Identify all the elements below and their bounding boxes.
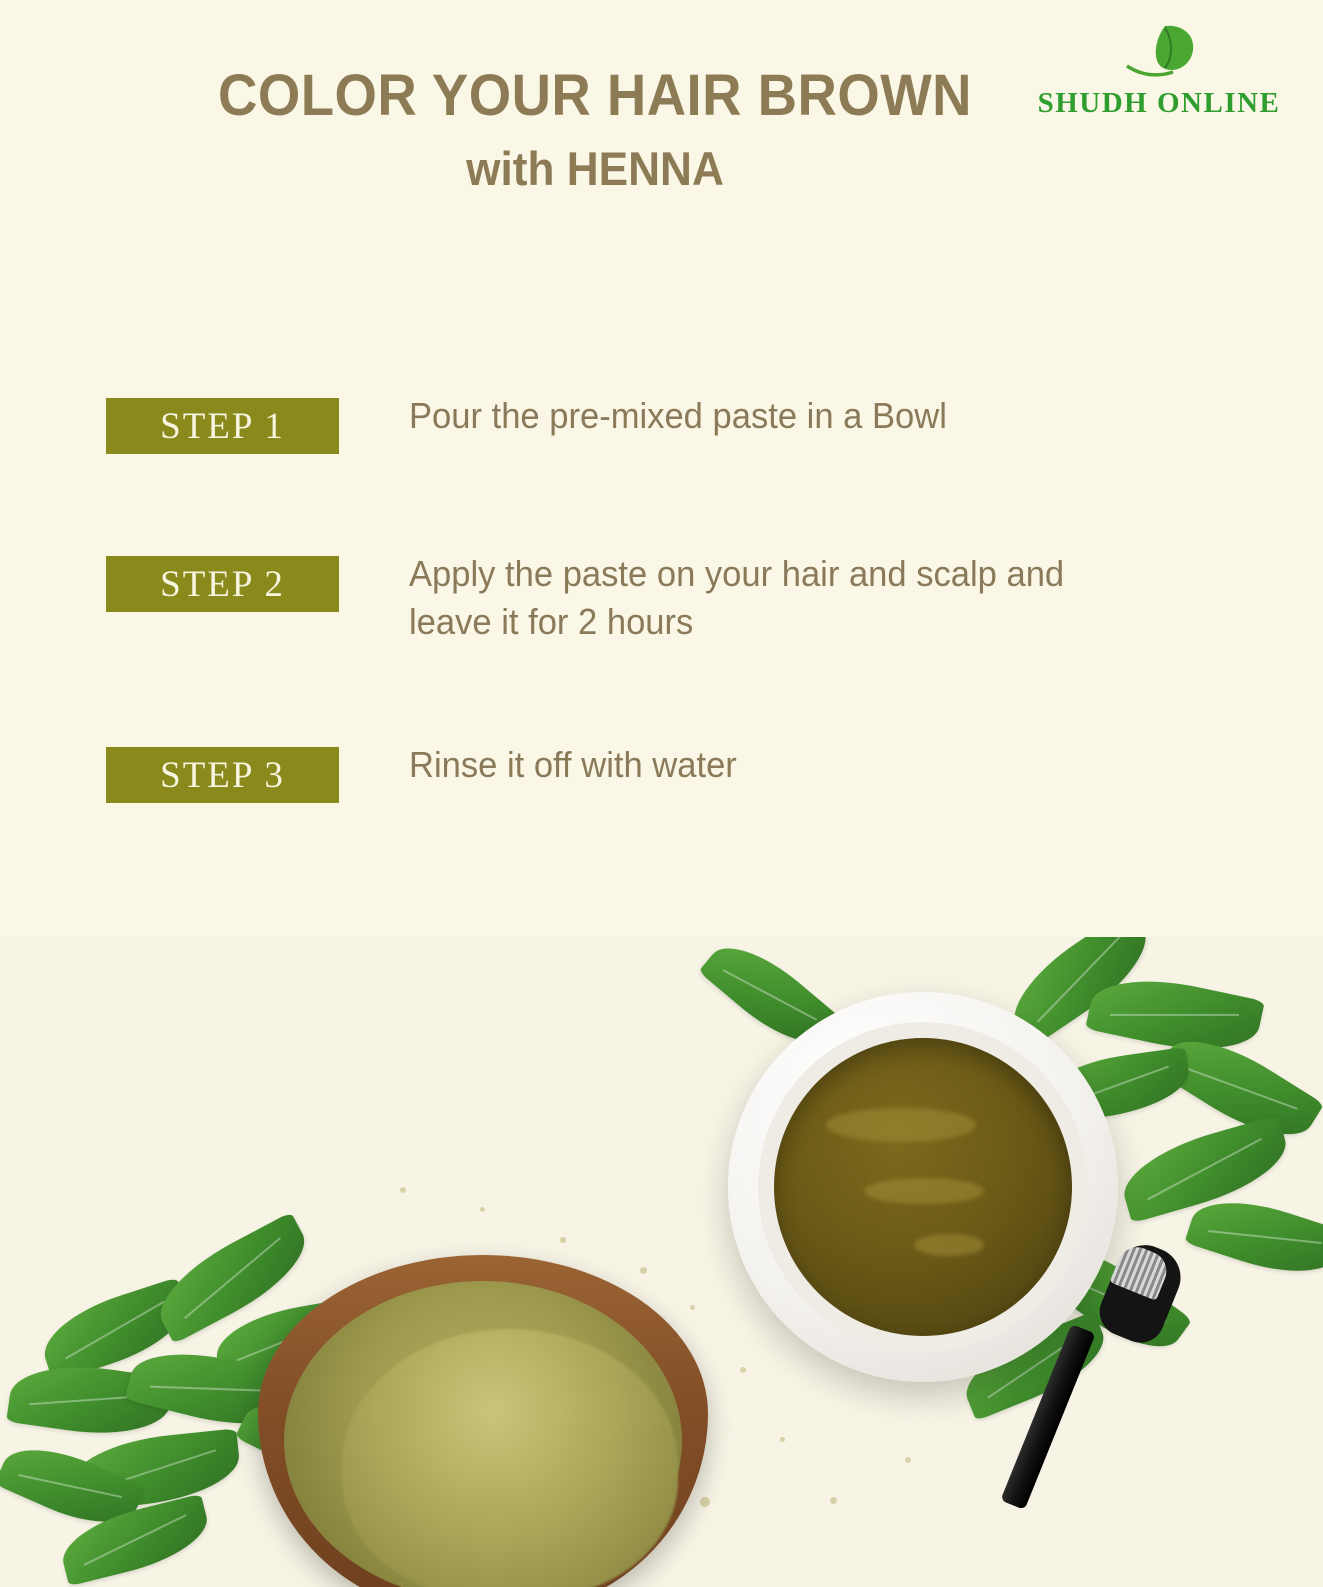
step-badge-1: STEP 1 <box>106 398 339 454</box>
paste-swirl <box>826 1108 976 1142</box>
powder-speck <box>640 1267 647 1274</box>
powder-speck <box>830 1497 837 1504</box>
powder-speck <box>480 1207 485 1212</box>
powder-speck <box>560 1237 566 1243</box>
step-text-1: Pour the pre-mixed paste in a Bowl <box>409 395 947 436</box>
henna-photo <box>0 937 1323 1587</box>
step-item <box>106 395 1226 454</box>
title-line-1: COLOR YOUR HAIR BROWN <box>218 63 972 128</box>
powder-speck <box>400 1187 406 1193</box>
henna-paste <box>774 1038 1072 1336</box>
title-line-2: with HENNA <box>466 141 724 195</box>
wooden-bowl <box>258 1255 708 1587</box>
step-badge-2: STEP 2 <box>106 556 339 612</box>
steps-list <box>106 395 1226 905</box>
step-badge-3: STEP 3 <box>106 747 339 803</box>
powder-speck <box>690 1305 695 1310</box>
paste-swirl <box>914 1234 984 1256</box>
paste-swirl <box>864 1178 984 1204</box>
brand-name: SHUDH ONLINE <box>1037 87 1281 119</box>
step-text-3: Rinse it off with water <box>409 744 737 786</box>
page-title <box>0 63 1190 196</box>
step-item <box>106 553 1226 645</box>
step-text-2: Apply the paste on your hair and scalp and leave it for 2 hours <box>409 553 1065 642</box>
step-item <box>106 744 1226 803</box>
powder-mound <box>342 1329 678 1587</box>
white-bowl <box>728 992 1118 1382</box>
henna-powder <box>284 1281 682 1587</box>
powder-speck <box>905 1457 911 1463</box>
powder-speck <box>740 1367 746 1373</box>
powder-speck <box>700 1497 710 1507</box>
powder-speck <box>780 1437 785 1442</box>
